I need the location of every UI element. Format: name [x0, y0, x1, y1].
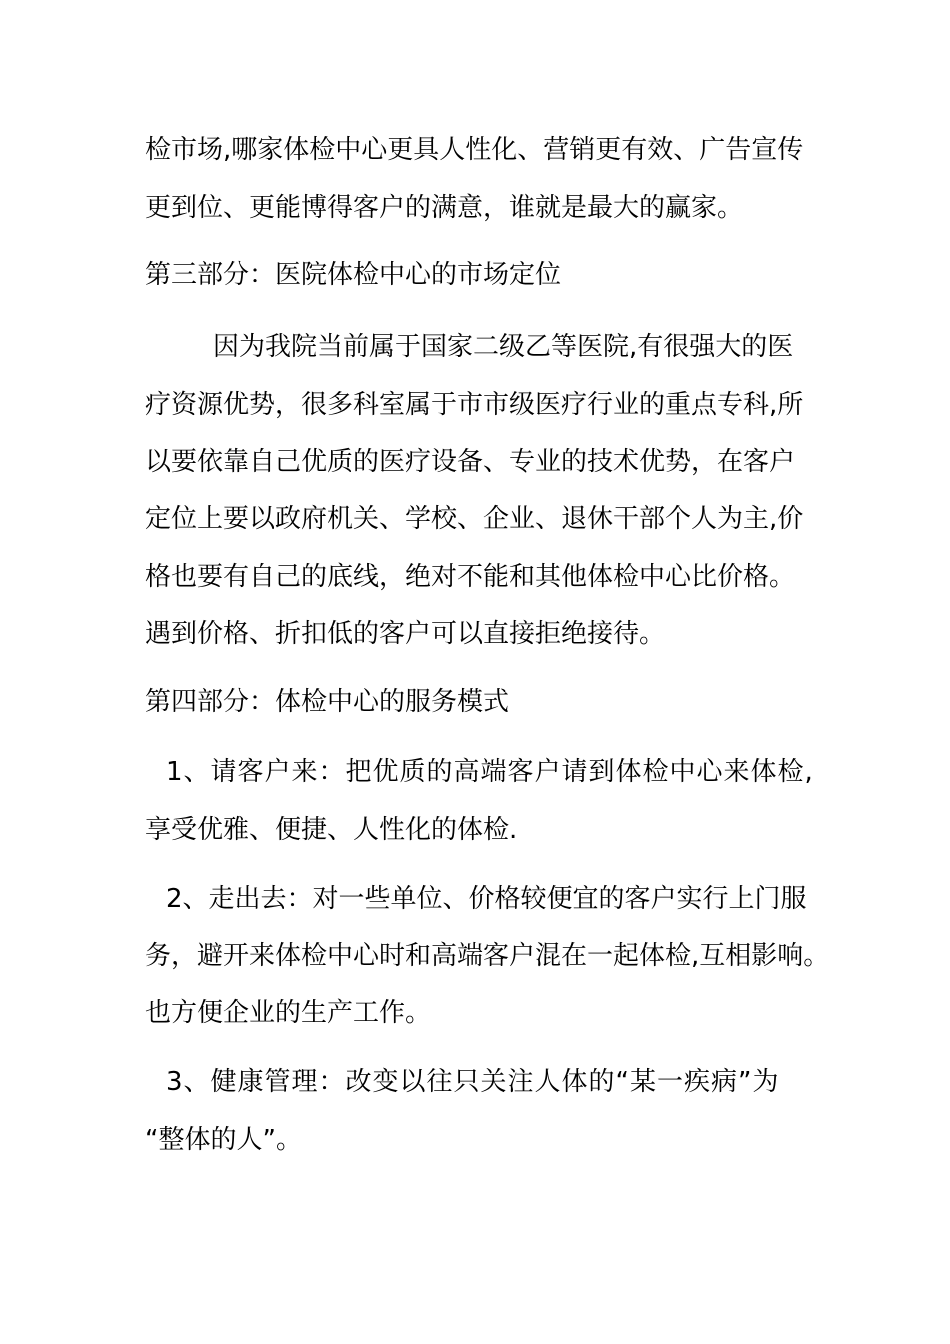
paragraph-line: “整体的人”。 [145, 1125, 302, 1155]
list-item-2: 2、走出去：对一些单位、价格较便宜的客户实行上门服 [166, 884, 807, 914]
paragraph-line: 格也要有自己的底线，绝对不能和其他体检中心比价格。 [145, 562, 796, 592]
paragraph-line: 更到位、更能博得客户的满意，谁就是最大的赢家。 [145, 193, 744, 223]
section-heading-4: 第四部分：体检中心的服务模式 [145, 687, 510, 717]
paragraph-line: 检市场,哪家体检中心更具人性化、营销更有效、广告宣传 [145, 135, 804, 165]
paragraph-line: 以要依靠自己优质的医疗设备、专业的技术优势，在客户 [145, 447, 796, 477]
paragraph-line: 也方便企业的生产工作。 [145, 998, 432, 1028]
paragraph-line: 遇到价格、折扣低的客户可以直接拒绝接待。 [145, 619, 666, 649]
paragraph-line: 定位上要以政府机关、学校、企业、退休干部个人为主,价 [145, 504, 804, 534]
section-heading-3: 第三部分：医院体检中心的市场定位 [145, 260, 562, 290]
paragraph-line: 务，避开来体检中心时和高端客户混在一起体检,互相影响。 [145, 941, 830, 971]
paragraph-line: 享受优雅、便捷、人性化的体检. [145, 815, 518, 845]
list-item-1: 1、请客户来：把优质的高端客户请到体检中心来体检, [166, 757, 814, 787]
paragraph-line: 因为我院当前属于国家二级乙等医院,有很强大的医 [213, 332, 794, 362]
paragraph-line: 疗资源优势，很多科室属于市市级医疗行业的重点专科,所 [145, 390, 804, 420]
list-item-3: 3、健康管理：改变以往只关注人体的“某一疾病”为 [166, 1067, 780, 1097]
